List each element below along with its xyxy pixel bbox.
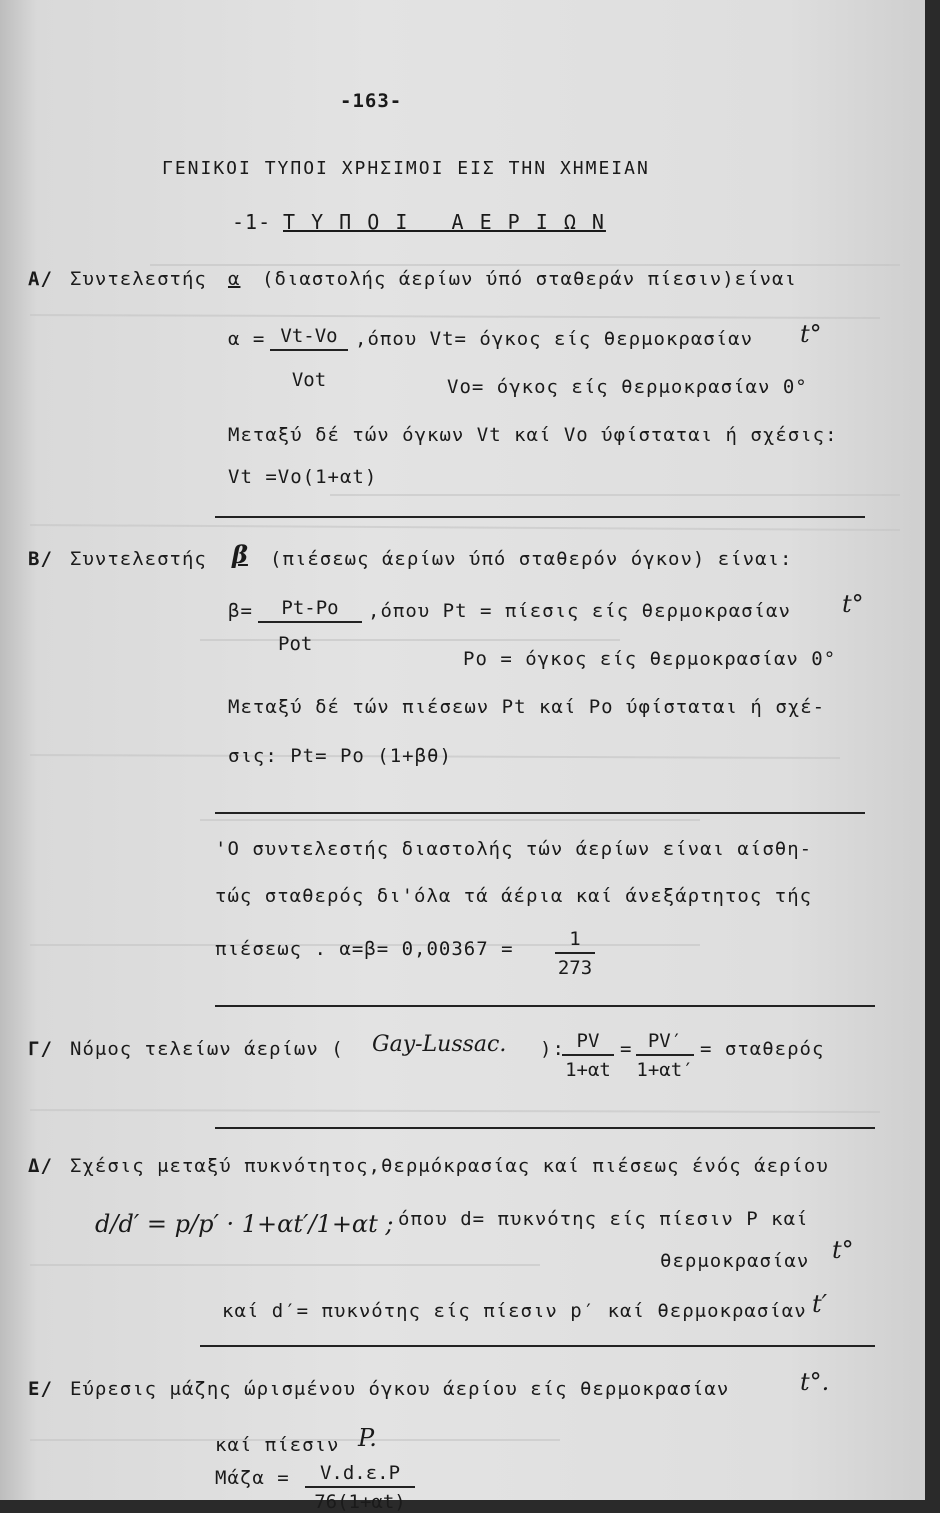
section-e-hand-p: P.: [358, 1424, 377, 1452]
section-e-fraction-denominator: 76(1+αt): [314, 1491, 406, 1513]
section-d-where-d2: θερμοκρασίαν: [660, 1250, 810, 1272]
note-fraction-numerator: 1: [555, 928, 595, 954]
section-a-fraction: [270, 325, 348, 391]
section-d-marker: Δ/: [28, 1155, 53, 1177]
subtitle: Τ Υ Π Ο Ι Α Ε Ρ Ι Ω Ν: [283, 210, 606, 234]
section-g-fraction-2-numerator: PV′: [636, 1030, 694, 1056]
page-title: ΓΕΝΙΚΟΙ ΤΥΠΟΙ ΧΡΗΣΙΜΟΙ ΕΙΣ ΤΗΝ ΧΗΜΕΙΑΝ: [162, 158, 650, 179]
section-g-result: = σταθερός: [700, 1038, 825, 1060]
section-b-hand-t: t°: [842, 590, 864, 618]
section-a-where-vo: Vo= όγκος είς θερμοκρασίαν 0°: [447, 376, 808, 398]
section-b-fraction-denominator: Pot: [278, 633, 313, 655]
section-d-where-d: όπου d= πυκνότης είς πίεσιν Ρ καί: [398, 1208, 809, 1230]
section-d-where-d3: καί d′= πυκνότης είς πίεσιν p′ καί θερμοκρασίαν: [222, 1300, 807, 1322]
divider-d: [200, 1345, 875, 1347]
section-a-label: Συντελεστής: [70, 268, 207, 290]
section-d-text: Σχέσις μεταξύ πυκνότητος,θερμόκρασίας καί πιέσεως ένός άερίου: [70, 1155, 829, 1177]
section-g-fraction-1-denominator: 1+αt: [565, 1059, 611, 1081]
section-a-description: (διαστολής άερίων ύπό σταθεράν πίεσιν)είναι: [262, 268, 797, 290]
section-g-fraction-2-denominator: 1+αt′: [636, 1059, 694, 1081]
section-d-hand-t: t°: [832, 1236, 854, 1264]
section-b-eq-lhs: β=: [228, 600, 253, 622]
note-line-2: τώς σταθερός δι'όλα τά άέρια καί άνεξάρτητος τής: [215, 885, 813, 907]
section-g-fraction-1-numerator: PV: [562, 1030, 614, 1056]
section-e-mass-label: Μάζα =: [215, 1467, 290, 1489]
section-b-relation-1: Μεταξύ δέ τών πιέσεων Pt καί Po ύφίσταται ή σχέ-: [228, 696, 826, 718]
section-e-hand-t: t°.: [800, 1368, 830, 1396]
section-b-fraction: [258, 597, 362, 655]
section-e-line-2: καί πίεσιν: [215, 1434, 340, 1456]
section-b-relation-2: σις: Pt= Po (1+βθ): [228, 745, 452, 767]
section-d-hand-formula: d/d′ = p/p′ · 1+αt′/1+αt ;: [95, 1210, 394, 1238]
section-a-fraction-numerator: Vt-Vo: [270, 325, 348, 351]
section-b-where-pt: ,όπου Pt = πίεσις είς θερμοκρασίαν: [368, 600, 791, 622]
section-b-label: Συντελεστής: [70, 548, 207, 570]
section-a-eq-lhs: α =: [228, 328, 266, 350]
note-fraction: [555, 928, 595, 979]
section-e-text: Εύρεσις μάζης ώρισμένου όγκου άερίου είς θερμοκρασίαν: [70, 1378, 730, 1400]
section-a-marker: Α/: [28, 268, 53, 290]
section-b-fraction-numerator: Pt-Po: [258, 597, 362, 623]
divider-a: [215, 516, 865, 518]
divider-g: [215, 1127, 875, 1129]
section-g-fraction-1: [562, 1030, 614, 1081]
section-a-relation: Μεταξύ δέ τών όγκων Vt καί Vo ύφίσταται ή σχέσις:: [228, 424, 838, 446]
note-fraction-denominator: 273: [557, 957, 593, 979]
section-g-fraction-2: [636, 1030, 694, 1081]
subtitle-number: -1-: [232, 210, 272, 234]
section-g-marker: Γ/: [28, 1038, 53, 1060]
section-a-symbol: α: [228, 268, 241, 290]
section-b-where-po: Po = όγκος είς θερμοκρασίαν 0°: [463, 648, 837, 670]
note-line-1: 'Ο συντελεστής διαστολής τών άερίων είναι αίσθη-: [215, 838, 813, 860]
divider-note: [215, 1005, 875, 1007]
section-a-where-vt: ,όπου Vt= όγκος είς θερμοκρασίαν: [355, 328, 754, 350]
section-e-marker: Ε/: [28, 1378, 53, 1400]
section-b-marker: Β/: [28, 548, 53, 570]
section-a-formula: Vt =Vo(1+αt): [228, 466, 378, 488]
section-d-hand-t2: t′: [812, 1290, 828, 1318]
divider-b: [215, 812, 865, 814]
section-a-fraction-denominator: Vot: [291, 369, 327, 391]
note-line-3: πιέσεως . α=β= 0,00367 =: [215, 938, 514, 960]
section-b-symbol: β: [232, 540, 248, 569]
page-number: -163-: [340, 90, 403, 112]
section-g-after: ):: [540, 1038, 565, 1060]
section-e-fraction-numerator: V.d.ε.P: [305, 1462, 415, 1488]
section-g-text: Νόμος τελείων άερίων (: [70, 1038, 344, 1060]
section-g-equals: =: [620, 1038, 633, 1060]
section-b-description: (πιέσεως άερίων ύπό σταθερόν όγκον) είναι:: [270, 548, 793, 570]
section-g-hand-name: Gay-Lussac.: [372, 1032, 507, 1057]
section-e-fraction: [305, 1462, 415, 1513]
section-a-hand-t: t°: [800, 320, 822, 348]
